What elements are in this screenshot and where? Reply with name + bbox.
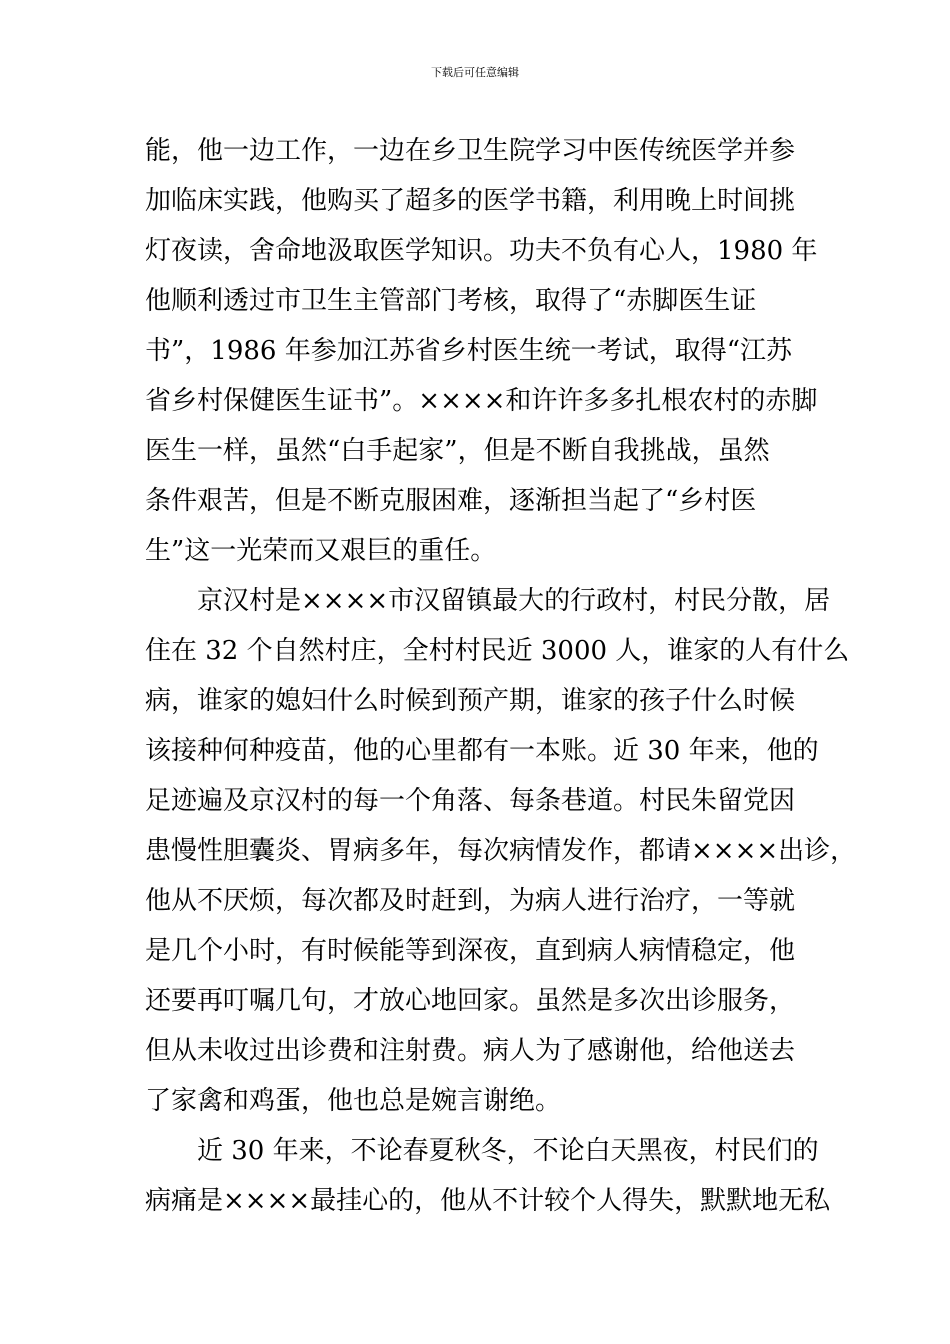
text-line: 但从未收过出诊费和注射费。病人为了感谢他，给他送去 bbox=[145, 1036, 796, 1066]
text-line: 病，谁家的媳妇什么时候到预产期，谁家的孩子什么时候 bbox=[145, 686, 796, 716]
document-body bbox=[145, 126, 857, 1226]
text-line: 医生一样，虽然“白手起家”，但是不断自我挑战，虽然 bbox=[145, 436, 770, 466]
text-line: 加临床实践，他购买了超多的医学书籍，利用晚上时间挑 bbox=[145, 186, 796, 216]
text-line: 病痛是××××最挂心的，他从不计较个人得失，默默地无私 bbox=[145, 1186, 831, 1216]
paragraph-start-line: 近 30 年来，不论春夏秋冬，不论白天黑夜，村民们的 bbox=[197, 1136, 819, 1166]
page-header: 下载后可任意编辑 bbox=[431, 66, 519, 79]
text-line: 书”，1986 年参加江苏省乡村医生统一考试，取得“江苏 bbox=[145, 336, 793, 366]
text-line: 住在 32 个自然村庄，全村村民近 3000 人，谁家的人有什么 bbox=[145, 636, 850, 666]
text-line: 足迹遍及京汉村的每一个角落、每条巷道。村民朱留党因 bbox=[145, 786, 796, 816]
text-line: 他从不厌烦，每次都及时赶到，为病人进行治疗，一等就 bbox=[145, 886, 796, 916]
text-line: 省乡村保健医生证书”。××××和许许多多扎根农村的赤脚 bbox=[145, 386, 818, 416]
text-line: 条件艰苦，但是不断克服困难，逐渐担当起了“乡村医 bbox=[145, 486, 757, 516]
text-line: 能，他一边工作，一边在乡卫生院学习中医传统医学并参 bbox=[145, 136, 796, 166]
text-line: 生”这一光荣而又艰巨的重任。 bbox=[145, 536, 497, 566]
text-line: 还要再叮嘱几句，才放心地回家。虽然是多次出诊服务， bbox=[145, 986, 796, 1016]
text-line: 该接种何种疫苗，他的心里都有一本账。近 30 年来，他的 bbox=[145, 736, 819, 766]
text-line: 灯夜读，舍命地汲取医学知识。功夫不负有心人，1980 年 bbox=[145, 236, 818, 266]
paragraph-start-line: 京汉村是××××市汉留镇最大的行政村，村民分散，居 bbox=[197, 586, 831, 616]
text-line: 是几个小时，有时候能等到深夜，直到病人病情稳定，他 bbox=[145, 936, 796, 966]
text-line: 了家禽和鸡蛋，他也总是婉言谢绝。 bbox=[145, 1086, 562, 1116]
text-line: 他顺利透过市卫生主管部门考核，取得了“赤脚医生证 bbox=[145, 286, 757, 316]
text-line: 患慢性胆囊炎、胃病多年，每次病情发作，都请××××出诊， bbox=[145, 836, 857, 866]
